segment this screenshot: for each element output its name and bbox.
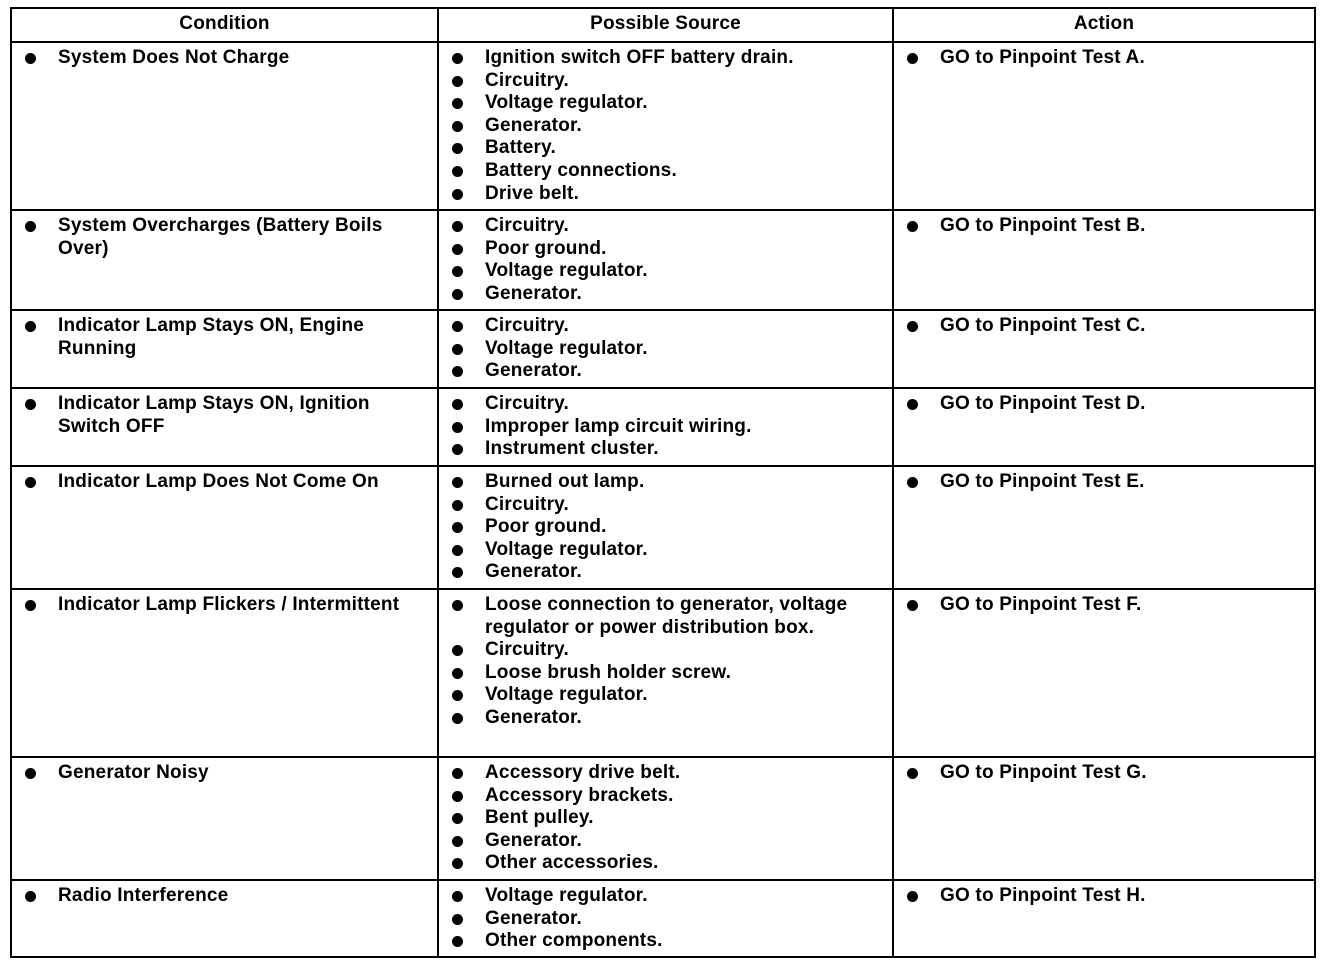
source-item: [449, 594, 884, 639]
bullet-icon: [449, 183, 485, 206]
bullet-icon: [449, 338, 485, 361]
bullet-icon: [449, 594, 485, 617]
action-item-text: GO to Pinpoint Test D.: [940, 393, 1146, 414]
bullet-icon: [449, 471, 485, 494]
source-item: [449, 115, 884, 138]
source-item: [449, 47, 884, 70]
bullet-icon: [22, 47, 58, 70]
source-item: [449, 315, 884, 338]
source-item-text: Circuitry.: [485, 393, 570, 414]
source-item: [449, 160, 884, 183]
condition-item-text: Generator Noisy: [58, 762, 209, 783]
source-item: [449, 516, 884, 539]
header-condition: Condition: [179, 13, 270, 34]
action-cell: [892, 758, 1314, 879]
bullet-icon: [449, 908, 485, 931]
source-item: [449, 494, 884, 517]
condition-item: [22, 315, 429, 360]
table-header-row: [12, 9, 1314, 41]
bullet-icon: [449, 92, 485, 115]
condition-item: [22, 762, 429, 785]
source-item-text: Voltage regulator.: [485, 684, 648, 706]
header-possible-source: Possible Source: [437, 9, 892, 41]
source-item-text: Voltage regulator.: [485, 885, 648, 906]
condition-item-text: Radio Interference: [58, 885, 229, 906]
action-item: [904, 885, 1306, 908]
source-item-text: Generator.: [485, 360, 583, 382]
action-item: [904, 215, 1306, 238]
condition-item-text: Indicator Lamp Stays ON, Engine Running: [58, 315, 365, 359]
bullet-icon: [449, 684, 485, 707]
table-row: [12, 588, 1314, 756]
action-cell: [892, 311, 1314, 387]
source-item: [449, 684, 884, 707]
source-item-text: Circuitry.: [485, 493, 570, 515]
bullet-icon: [22, 762, 58, 785]
source-item-text: Voltage regulator.: [485, 538, 648, 560]
action-item: [904, 762, 1306, 785]
source-item-text: Generator.: [485, 561, 583, 583]
source-item: [449, 393, 884, 416]
bullet-icon: [22, 471, 58, 494]
source-item-text: Burned out lamp.: [485, 471, 645, 492]
condition-cell: [12, 211, 437, 309]
condition-item: [22, 594, 429, 617]
table-row: [12, 756, 1314, 879]
bullet-icon: [449, 785, 485, 808]
bullet-icon: [449, 707, 485, 730]
action-item-text: GO to Pinpoint Test H.: [940, 885, 1146, 906]
bullet-icon: [449, 238, 485, 261]
source-item: [449, 930, 884, 953]
source-item: [449, 639, 884, 662]
bullet-icon: [449, 215, 485, 238]
condition-cell: [12, 590, 437, 756]
source-cell: [437, 211, 892, 309]
bullet-icon: [22, 393, 58, 416]
source-item-text: Voltage regulator.: [485, 337, 648, 359]
source-item-text: Poor ground.: [485, 516, 607, 538]
source-cell: [437, 590, 892, 756]
source-item-text: Improper lamp circuit wiring.: [485, 415, 752, 437]
bullet-icon: [449, 416, 485, 439]
source-item: [449, 360, 884, 383]
source-item-text: Other accessories.: [485, 852, 659, 874]
bullet-icon: [449, 283, 485, 306]
source-item: [449, 70, 884, 93]
source-item-text: Circuitry.: [485, 639, 570, 661]
bullet-icon: [449, 438, 485, 461]
source-item: [449, 785, 884, 808]
source-item-text: Loose brush holder screw.: [485, 661, 732, 683]
bullet-icon: [904, 471, 940, 494]
source-item: [449, 662, 884, 685]
condition-item-text: System Overcharges (Battery Boils Over): [58, 215, 383, 259]
source-item: [449, 539, 884, 562]
bullet-icon: [22, 315, 58, 338]
table-row: [12, 387, 1314, 465]
bullet-icon: [904, 594, 940, 617]
source-item: [449, 471, 884, 494]
source-item-text: Drive belt.: [485, 182, 580, 204]
source-item-text: Ignition switch OFF battery drain.: [485, 47, 794, 68]
condition-item: [22, 393, 429, 438]
action-item-text: GO to Pinpoint Test C.: [940, 315, 1146, 336]
source-item-text: Battery.: [485, 137, 556, 159]
bullet-icon: [22, 215, 58, 238]
action-cell: [892, 211, 1314, 309]
bullet-icon: [904, 47, 940, 70]
source-item: [449, 762, 884, 785]
source-item-text: Circuitry.: [485, 315, 570, 336]
source-item-text: Generator.: [485, 829, 583, 851]
bullet-icon: [449, 70, 485, 93]
source-cell: [437, 389, 892, 465]
source-item: [449, 561, 884, 584]
bullet-icon: [22, 594, 58, 617]
source-item-text: Generator.: [485, 706, 583, 728]
action-item-text: GO to Pinpoint Test G.: [940, 762, 1147, 783]
action-cell: [892, 467, 1314, 588]
condition-item: [22, 215, 429, 260]
source-cell: [437, 881, 892, 956]
action-item: [904, 315, 1306, 338]
condition-cell: [12, 311, 437, 387]
bullet-icon: [449, 662, 485, 685]
header-action: Action: [892, 9, 1314, 41]
bullet-icon: [22, 885, 58, 908]
action-item: [904, 594, 1306, 617]
source-item: [449, 238, 884, 261]
source-item-text: Loose connection to generator, voltage regulator or power distribution box.: [485, 594, 848, 638]
source-item-text: Accessory brackets.: [485, 784, 674, 806]
action-cell: [892, 590, 1314, 756]
bullet-icon: [904, 393, 940, 416]
source-cell: [437, 311, 892, 387]
source-item: [449, 416, 884, 439]
condition-item: [22, 471, 429, 494]
source-item-text: Generator.: [485, 282, 583, 304]
source-item-text: Generator.: [485, 114, 583, 136]
source-item-text: Battery connections.: [485, 159, 677, 181]
condition-item-text: Indicator Lamp Flickers / Intermittent: [58, 594, 400, 615]
source-item: [449, 92, 884, 115]
action-cell: [892, 43, 1314, 209]
condition-cell: [12, 43, 437, 209]
bullet-icon: [449, 539, 485, 562]
bullet-icon: [449, 561, 485, 584]
action-cell: [892, 389, 1314, 465]
diagnosis-table: [10, 7, 1316, 958]
bullet-icon: [904, 762, 940, 785]
table-row: [12, 209, 1314, 309]
source-item: [449, 338, 884, 361]
bullet-icon: [449, 360, 485, 383]
condition-item-text: Indicator Lamp Stays ON, Ignition Switch OFF: [58, 393, 370, 437]
condition-cell: [12, 389, 437, 465]
table-row: [12, 41, 1314, 209]
condition-cell: [12, 467, 437, 588]
bullet-icon: [449, 807, 485, 830]
source-item: [449, 215, 884, 238]
bullet-icon: [449, 852, 485, 875]
action-item: [904, 47, 1306, 70]
source-item: [449, 183, 884, 206]
condition-item-text: Indicator Lamp Does Not Come On: [58, 471, 379, 492]
bullet-icon: [904, 885, 940, 908]
source-item: [449, 438, 884, 461]
source-item-text: Generator.: [485, 907, 583, 929]
source-item: [449, 885, 884, 908]
bullet-icon: [449, 639, 485, 662]
bullet-icon: [449, 516, 485, 539]
source-item: [449, 908, 884, 931]
source-item-text: Bent pulley.: [485, 807, 594, 829]
source-item: [449, 852, 884, 875]
condition-item-text: System Does Not Charge: [58, 47, 290, 68]
source-item: [449, 260, 884, 283]
bullet-icon: [449, 137, 485, 160]
source-item: [449, 137, 884, 160]
action-item-text: GO to Pinpoint Test A.: [940, 47, 1145, 68]
bullet-icon: [904, 215, 940, 238]
source-cell: [437, 467, 892, 588]
source-item-text: Circuitry.: [485, 69, 570, 91]
bullet-icon: [449, 830, 485, 853]
source-item-text: Voltage regulator.: [485, 92, 648, 114]
action-cell: [892, 881, 1314, 956]
bullet-icon: [904, 315, 940, 338]
table-row: [12, 465, 1314, 588]
action-item: [904, 393, 1306, 416]
source-item: [449, 830, 884, 853]
table-row: [12, 879, 1314, 956]
bullet-icon: [449, 393, 485, 416]
source-item-text: Circuitry.: [485, 215, 570, 236]
source-item-text: Accessory drive belt.: [485, 762, 681, 783]
source-cell: [437, 43, 892, 209]
bullet-icon: [449, 160, 485, 183]
source-item: [449, 707, 884, 730]
bullet-icon: [449, 494, 485, 517]
source-item: [449, 283, 884, 306]
bullet-icon: [449, 115, 485, 138]
bullet-icon: [449, 315, 485, 338]
table-row: [12, 309, 1314, 387]
action-item-text: GO to Pinpoint Test F.: [940, 594, 1142, 615]
condition-cell: [12, 758, 437, 879]
source-item-text: Instrument cluster.: [485, 438, 659, 460]
action-item-text: GO to Pinpoint Test E.: [940, 471, 1145, 492]
condition-item: [22, 885, 429, 908]
bullet-icon: [449, 762, 485, 785]
condition-cell: [12, 881, 437, 956]
action-item: [904, 471, 1306, 494]
bullet-icon: [449, 930, 485, 953]
bullet-icon: [449, 260, 485, 283]
condition-item: [22, 47, 429, 70]
source-cell: [437, 758, 892, 879]
source-item-text: Poor ground.: [485, 237, 607, 259]
action-item-text: GO to Pinpoint Test B.: [940, 215, 1146, 236]
source-item-text: Other components.: [485, 930, 663, 952]
bullet-icon: [449, 47, 485, 70]
source-item-text: Voltage regulator.: [485, 260, 648, 282]
source-item: [449, 807, 884, 830]
bullet-icon: [449, 885, 485, 908]
